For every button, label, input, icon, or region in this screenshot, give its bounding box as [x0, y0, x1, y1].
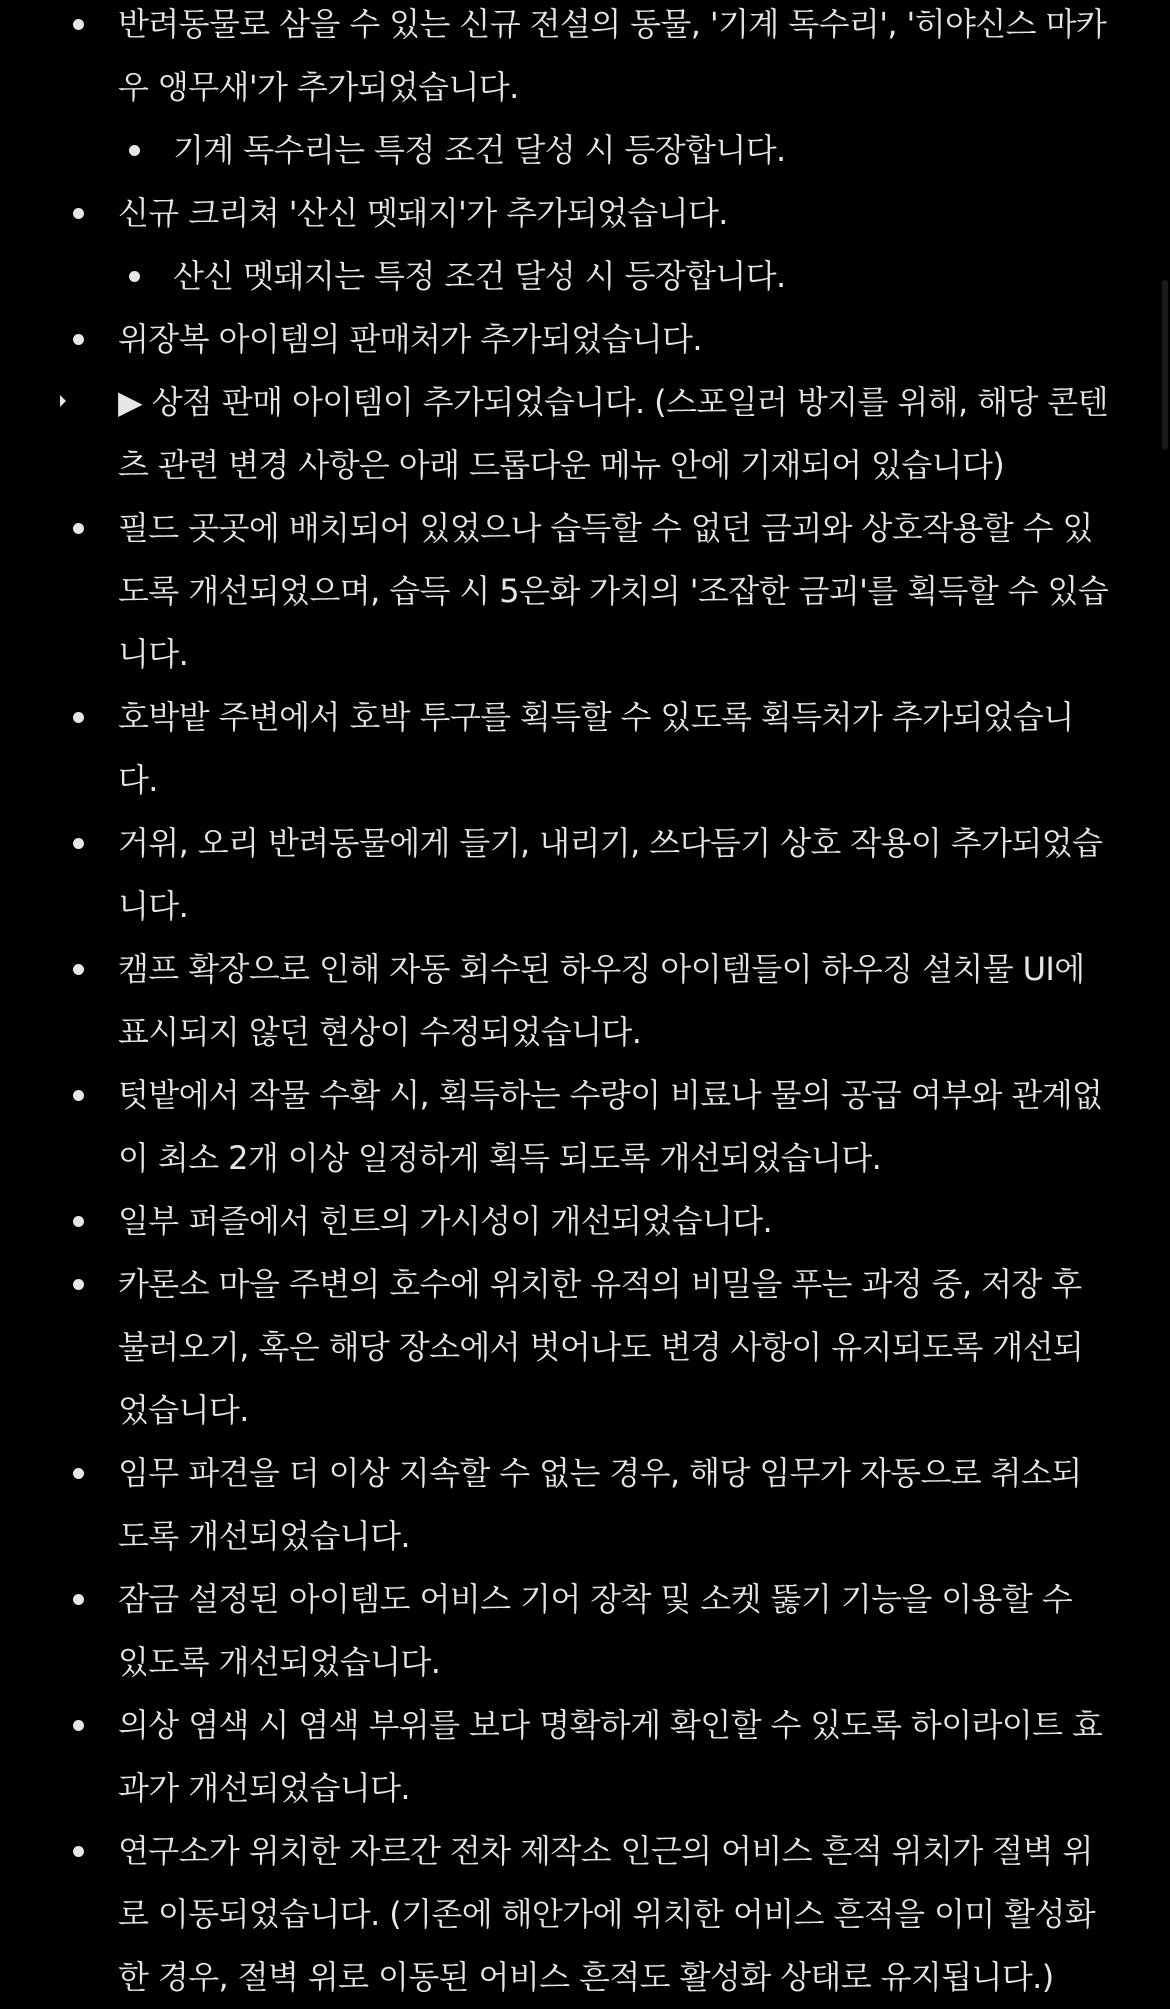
list-item	[0, 1568, 1150, 1694]
bullet-icon	[73, 712, 84, 723]
list-item	[0, 686, 1150, 812]
list-item-text: 반려동물로 삼을 수 있는 신규 전설의 동물, '기계 독수리', '히야신스 마카우 앵무새'가 추가되었습니다.	[118, 5, 1107, 106]
list-item-text: 카론소 마을 주변의 호수에 위치한 유적의 비밀을 푸는 과정 중, 저장 후 불러오기, 혹은 해당 장소에서 벗어나도 변경 사항이 유지되도록 개선되었습니다.	[118, 1265, 1084, 1429]
list-item	[0, 1442, 1150, 1568]
list-item	[0, 1190, 1150, 1253]
bullet-icon	[73, 1468, 84, 1479]
bullet-icon	[73, 523, 84, 534]
scrollbar[interactable]	[1162, 280, 1170, 450]
bullet-icon	[73, 208, 84, 219]
list-item-text: 신규 크리쳐 '산신 멧돼지'가 추가되었습니다.	[118, 194, 728, 232]
list-item	[0, 1820, 1150, 2009]
list-item-text: 호박밭 주변에서 호박 투구를 획득할 수 있도록 획득처가 추가되었습니다.	[118, 698, 1074, 799]
bullet-icon	[73, 1594, 84, 1605]
list-item	[0, 308, 1150, 371]
list-item	[0, 245, 1150, 308]
list-item	[0, 1064, 1150, 1190]
bullet-icon	[73, 1090, 84, 1101]
list-item	[0, 182, 1150, 245]
list-item	[0, 938, 1150, 1064]
list-item	[0, 119, 1150, 182]
bullet-icon	[73, 1846, 84, 1857]
list-item	[0, 1694, 1150, 1820]
list-item-text: 잠금 설정된 아이템도 어비스 기어 장착 및 소켓 뚫기 기능을 이용할 수 있도록 개선되었습니다.	[118, 1580, 1073, 1681]
bullet-icon	[73, 334, 84, 345]
bullet-icon	[73, 1216, 84, 1227]
list-item	[0, 0, 1150, 119]
list-item-text: 의상 염색 시 염색 부위를 보다 명확하게 확인할 수 있도록 하이라이트 효과가 개선되었습니다.	[118, 1706, 1103, 1807]
bullet-icon	[73, 838, 84, 849]
bullet-icon	[129, 271, 140, 282]
list-item-text: 임무 파견을 더 이상 지속할 수 없는 경우, 해당 임무가 자동으로 취소되도록 개선되었습니다.	[118, 1454, 1082, 1555]
list-item	[0, 812, 1150, 938]
list-item-text: 일부 퍼즐에서 힌트의 가시성이 개선되었습니다.	[118, 1202, 773, 1240]
list-item	[0, 1253, 1150, 1442]
list-item-text: 산신 멧돼지는 특정 조건 달성 시 등장합니다.	[173, 257, 786, 295]
list-item-text: 연구소가 위치한 자르간 전차 제작소 인근의 어비스 흔적 위치가 절벽 위로 이동되었습니다. (기존에 해안가에 위치한 어비스 흔적을 이미 활성화한 경우, 절벽 위로 이동된 어비스 흔적도 활성화 상태로 유지됩니다.)	[118, 1832, 1096, 1996]
bullet-icon	[73, 1720, 84, 1731]
list-item-text: 필드 곳곳에 배치되어 있었으나 습득할 수 없던 금괴와 상호작용할 수 있도록 개선되었으며, 습득 시 5은화 가치의 '조잡한 금괴'를 획득할 수 있습니다.	[118, 509, 1109, 673]
bullet-icon	[73, 1279, 84, 1290]
list-item-text: 위장복 아이템의 판매처가 추가되었습니다.	[118, 320, 702, 358]
list-item	[0, 497, 1150, 686]
list-item-text: 캠프 확장으로 인해 자동 회수된 하우징 아이템들이 하우징 설치물 UI에 표시되지 않던 현상이 수정되었습니다.	[118, 950, 1085, 1051]
list-item-text: 기계 독수리는 특정 조건 달성 시 등장합니다.	[173, 131, 786, 169]
dropdown-toggle[interactable]	[0, 371, 1150, 497]
bullet-icon	[73, 19, 84, 30]
list-item-text: 거위, 오리 반려동물에게 들기, 내리기, 쓰다듬기 상호 작용이 추가되었습니다.	[118, 824, 1103, 925]
scrollbar-thumb[interactable]	[1162, 280, 1168, 450]
list-item-text: 텃밭에서 작물 수확 시, 획득하는 수량이 비료나 물의 공급 여부와 관계없이 최소 2개 이상 일정하게 획득 되도록 개선되었습니다.	[118, 1076, 1103, 1177]
dropdown-toggle-label: ▶ 상점 판매 아이템이 추가되었습니다. (스포일러 방지를 위해, 해당 콘텐츠 관련 변경 사항은 아래 드롭다운 메뉴 안에 기재되어 있습니다)	[118, 383, 1108, 484]
disclosure-triangle-icon	[60, 395, 66, 407]
bullet-icon	[73, 964, 84, 975]
bullet-icon	[129, 145, 140, 156]
